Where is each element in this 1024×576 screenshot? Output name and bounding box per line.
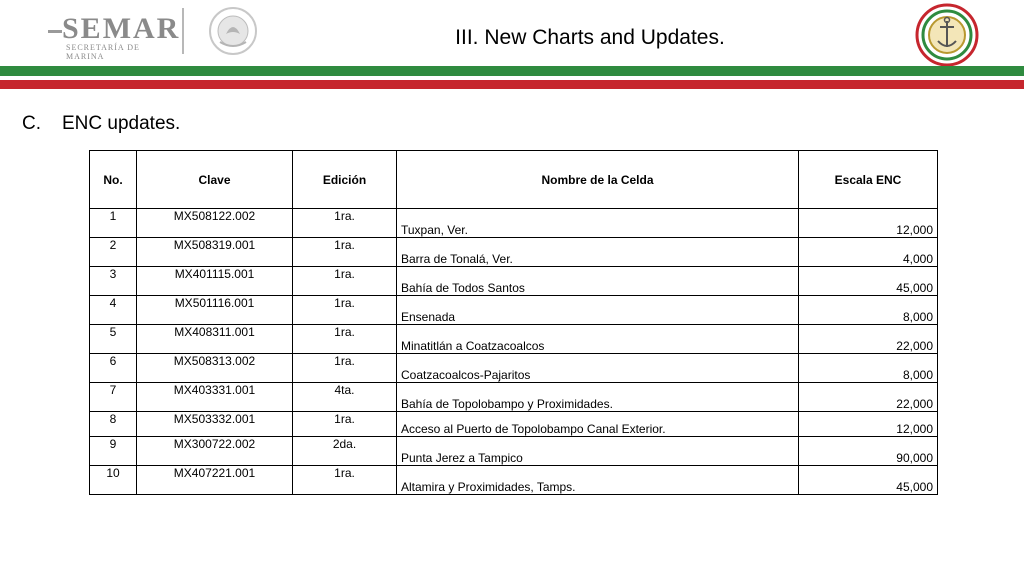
cell-clave: MX401115.001 bbox=[137, 267, 293, 296]
section-title: ENC updates. bbox=[62, 113, 181, 134]
cell-nombre: Bahía de Topolobampo y Proximidades. bbox=[397, 383, 799, 412]
cell-clave: MX300722.002 bbox=[137, 437, 293, 466]
cell-clave: MX508313.002 bbox=[137, 354, 293, 383]
cell-nombre: Acceso al Puerto de Topolobampo Canal Exterior. bbox=[397, 412, 799, 437]
cell-no: 4 bbox=[90, 296, 137, 325]
table-row bbox=[90, 354, 938, 383]
cell-no: 5 bbox=[90, 325, 137, 354]
enc-updates-table bbox=[89, 150, 938, 495]
cell-escala: 4,000 bbox=[799, 238, 938, 267]
cell-clave: MX508122.002 bbox=[137, 209, 293, 238]
cell-escala: 22,000 bbox=[799, 325, 938, 354]
page-title: III. New Charts and Updates. bbox=[455, 26, 725, 49]
table-row bbox=[90, 209, 938, 238]
logo-text: SEMAR bbox=[62, 12, 181, 45]
cell-edicion: 1ra. bbox=[293, 325, 397, 354]
cell-edicion: 1ra. bbox=[293, 354, 397, 383]
cell-clave: MX407221.001 bbox=[137, 466, 293, 495]
cell-escala: 45,000 bbox=[799, 267, 938, 296]
cell-nombre: Tuxpan, Ver. bbox=[397, 209, 799, 238]
cell-edicion: 1ra. bbox=[293, 412, 397, 437]
cell-edicion: 2da. bbox=[293, 437, 397, 466]
cell-edicion: 1ra. bbox=[293, 238, 397, 267]
cell-no: 9 bbox=[90, 437, 137, 466]
col-header-escala: Escala ENC bbox=[799, 151, 938, 209]
col-header-clave: Clave bbox=[137, 151, 293, 209]
cell-edicion: 1ra. bbox=[293, 209, 397, 238]
cell-escala: 45,000 bbox=[799, 466, 938, 495]
cell-edicion: 4ta. bbox=[293, 383, 397, 412]
cell-no: 1 bbox=[90, 209, 137, 238]
cell-clave: MX408311.001 bbox=[137, 325, 293, 354]
cell-clave: MX503332.001 bbox=[137, 412, 293, 437]
table-row bbox=[90, 383, 938, 412]
cell-nombre: Altamira y Proximidades, Tamps. bbox=[397, 466, 799, 495]
col-header-nombre: Nombre de la Celda bbox=[397, 151, 799, 209]
table-row bbox=[90, 267, 938, 296]
cell-clave: MX403331.001 bbox=[137, 383, 293, 412]
cell-escala: 22,000 bbox=[799, 383, 938, 412]
cell-escala: 12,000 bbox=[799, 209, 938, 238]
semar-logo bbox=[48, 10, 181, 61]
cell-escala: 90,000 bbox=[799, 437, 938, 466]
cell-no: 8 bbox=[90, 412, 137, 437]
logo-subtext: SECRETARÍA DE MARINA bbox=[66, 43, 140, 61]
section-letter: C. bbox=[22, 113, 41, 134]
cell-edicion: 1ra. bbox=[293, 267, 397, 296]
table-row bbox=[90, 412, 938, 437]
red-band bbox=[0, 80, 1024, 89]
cell-no: 10 bbox=[90, 466, 137, 495]
cell-no: 3 bbox=[90, 267, 137, 296]
cell-clave: MX508319.001 bbox=[137, 238, 293, 267]
cell-no: 2 bbox=[90, 238, 137, 267]
cell-nombre: Punta Jerez a Tampico bbox=[397, 437, 799, 466]
section-heading bbox=[22, 113, 180, 135]
green-band bbox=[0, 66, 1024, 76]
logo-divider bbox=[182, 8, 184, 54]
cell-no: 7 bbox=[90, 383, 137, 412]
table-header-row bbox=[90, 151, 938, 209]
cell-no: 6 bbox=[90, 354, 137, 383]
cell-nombre: Barra de Tonalá, Ver. bbox=[397, 238, 799, 267]
cell-clave: MX501116.001 bbox=[137, 296, 293, 325]
col-header-no: No. bbox=[90, 151, 137, 209]
table-row bbox=[90, 466, 938, 495]
slide-header bbox=[0, 0, 1024, 66]
cell-nombre: Ensenada bbox=[397, 296, 799, 325]
table-row bbox=[90, 296, 938, 325]
cell-nombre: Minatitlán a Coatzacoalcos bbox=[397, 325, 799, 354]
logo-accent-line bbox=[48, 30, 62, 33]
cell-edicion: 1ra. bbox=[293, 466, 397, 495]
cell-escala: 12,000 bbox=[799, 412, 938, 437]
cell-escala: 8,000 bbox=[799, 296, 938, 325]
cell-nombre: Coatzacoalcos-Pajaritos bbox=[397, 354, 799, 383]
mexico-coat-of-arms-icon bbox=[202, 4, 264, 56]
table-row bbox=[90, 238, 938, 267]
cell-escala: 8,000 bbox=[799, 354, 938, 383]
col-header-edicion: Edición bbox=[293, 151, 397, 209]
table-row bbox=[90, 325, 938, 354]
cell-nombre: Bahía de Todos Santos bbox=[397, 267, 799, 296]
table-row bbox=[90, 437, 938, 466]
navy-seal-icon bbox=[914, 3, 980, 67]
cell-edicion: 1ra. bbox=[293, 296, 397, 325]
